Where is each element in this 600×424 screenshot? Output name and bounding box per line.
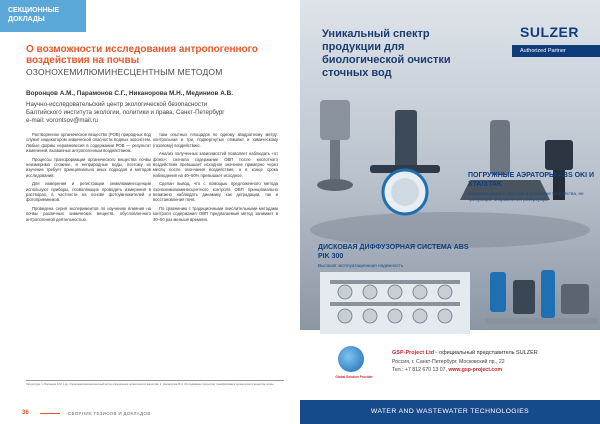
aerator-illustration — [300, 80, 600, 250]
body-column-left — [26, 132, 151, 225]
body-column-right — [153, 132, 278, 225]
affiliation-line-1: Научно-исследовательский центр экологической безопасности — [26, 101, 208, 108]
paragraph: По сравнению с традиционными окислительными методами контроля содержания ОВП предлагаемый метод занимает в 30–50 раз меньше времени. — [153, 205, 278, 222]
paragraph: Проведена серия экспериментов по изучению влияния на почвы различных химических веществ, обусловленного антропогенной деятельностью. — [26, 205, 151, 222]
affiliation-line-2: Балтийского института экологии, политики и права, Санкт-Петербург — [26, 109, 225, 116]
product-1-description: Неприхотливые и простые в установке устройства, не требующие опорожнения резервуара — [468, 191, 584, 202]
paragraph: Растворенное органическое вещество (РОВ) природных вод служит индикатором химической опасности водных экосистем. Любые формы неравновесия в содержании РОВ — результат изменений, вызванных антропогенным воздействием. — [26, 132, 151, 154]
article-title: О возможности исследования антропогенного воздействия на почвы — [26, 44, 258, 66]
authors: Воронцов А.М., Парамонов С.Г., Никанорова М.Н., Мединиов А.В. — [26, 90, 234, 97]
right-page-advertisement — [300, 0, 600, 424]
company-website-link[interactable]: www.gsp-project.com — [448, 367, 503, 373]
product-1-title: ПОГРУЖНЫЕ АЭРАТОРЫ ABS OKI И XTA/XTAK — [468, 172, 595, 188]
product-2-title: ДИСКОВАЯ ДИФФУЗОРНАЯ СИСТЕМА ABS PIK 300 — [318, 244, 469, 260]
ad-headline: Уникальный спектр продукции для биологической очистки сточных вод — [322, 28, 451, 79]
footer-text: СБОРНИК ТЕЗИСОВ И ДОКЛАДОВ — [68, 411, 151, 416]
bottom-banner: WATER AND WASTEWATER TECHNOLOGIES — [300, 400, 600, 424]
company-line — [392, 350, 597, 356]
references: Литература: 1. Воронцов А.М. и др. Озонохемилюминесцентный метод определения органического вещества. 2. Никанорова М.Н. Исследование процессов трансформации органического вещества почвы. — [26, 380, 284, 386]
email[interactable]: e-mail: vorontsov@mail.ru — [26, 117, 98, 124]
company-phone: Тел.: +7 812 670 13 07, — [392, 367, 449, 373]
globe-logo-icon — [338, 346, 364, 372]
section-tab: СЕКЦИОННЫЕ ДОКЛАДЫ — [0, 0, 86, 32]
affiliation — [26, 101, 286, 125]
article-subtitle: ОЗОНОХЕМИЛЮМИНЕСЦЕНТНЫМ МЕТОДОМ — [26, 67, 223, 77]
company-address: Россия, г. Санкт-Петербург, Московский пр., 22 — [392, 359, 505, 365]
paragraph: Анализ полученных зависимостей позволяет наблюдать «от фона»: сначала содержание ОВП после кислотного воздействия превышает исходное значение примерно через месяц после окончания воздействия, а в конце срока наблюдения на 40–50% превышает исходное. — [153, 151, 278, 178]
product-2-description: Высокая эксплуатационная надежность — [318, 263, 404, 268]
paragraph: Для измерения и регистрации хемилюминесценции используют приборы, позволяющие проводить измерения в растворах, в частности на основе фотоумножителей и фотоприемников. — [26, 181, 151, 203]
logo-caption: Global Solution Provider — [335, 375, 373, 379]
mixers-illustration — [485, 262, 597, 332]
sulzer-logo: SULZER — [520, 24, 579, 40]
authorized-partner-label: Authorized Partner — [512, 45, 600, 57]
paragraph: Процессы трансформации органического вещества почвы неизмеримо сложнее, и неприродные воды, поэтому их изучение требует принципиально иных подходов и методов исследования. — [26, 156, 151, 178]
paragraph: таки опытных площадок по одному квадратному метру: контрольная и три, подвергнутых отмывке и химическому (газовому) воздействию. — [153, 132, 278, 148]
paragraph: Сделан вывод, что с помощью предложенного метода озонохемилюминесцентного контроля ОВП принципиально возможно наблюдать динамику как деградации, так и восстановления почв. — [153, 181, 278, 203]
company-contacts — [392, 367, 597, 373]
company-role: - официальный представитель SULZER — [434, 350, 538, 356]
page-number: 36 — [22, 410, 29, 416]
footer-rule — [40, 413, 60, 414]
company-name: GSP-Project Ltd — [392, 350, 435, 356]
diffuser-illustration — [320, 272, 470, 334]
